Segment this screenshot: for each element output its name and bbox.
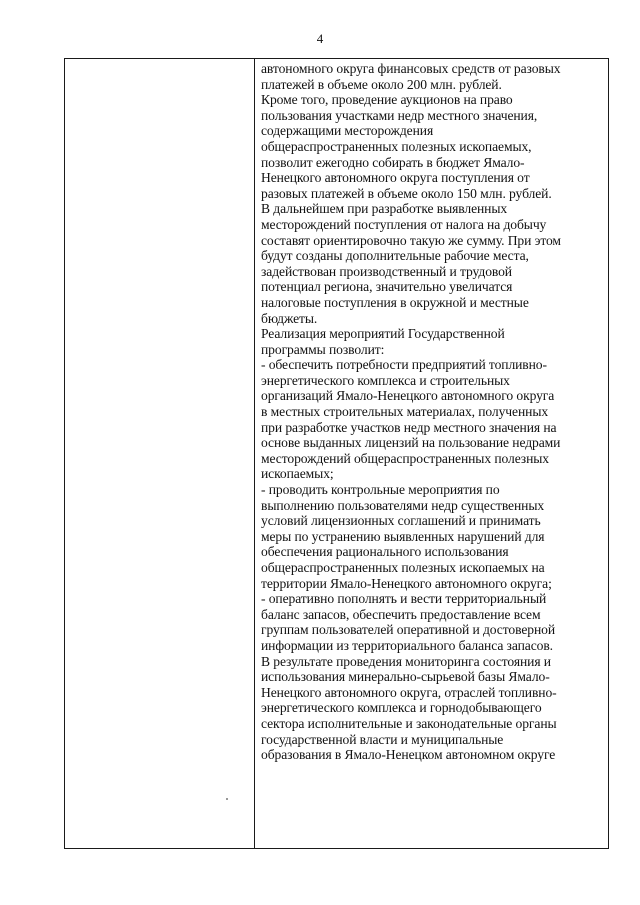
column-divider [254,58,255,849]
text-line: выполнению пользователями недр существенных [261,497,545,513]
text-line: - обеспечить потребности предприятий топливно- [261,357,547,373]
text-line: составят ориентировочно такую же сумму. При этом [261,232,561,248]
text-line: энергетического комплекса и горнодобывающего [261,700,542,716]
text-line: при разработке участков недр местного значения на [261,419,557,435]
text-line: содержащими месторождения [261,123,434,139]
text-line: обеспечения рационального использования [261,544,509,560]
text-line: условий лицензионных соглашений и принимать [261,513,541,529]
text-line: будут созданы дополнительные рабочие места, [261,248,529,264]
text-line: общераспространенных полезных ископаемых, [261,138,532,154]
text-line: Кроме того, проведение аукционов на право [261,92,513,108]
text-line: задействован производственный и трудовой [261,263,512,279]
table-cell-description [261,61,606,763]
document-table [64,58,609,849]
text-line: потенциал региона, значительно увеличатся [261,279,513,295]
text-line: в местных строительных материалах, полученных [261,404,549,420]
text-line: Ненецкого автономного округа поступления от [261,170,530,186]
text-line: - оперативно пополнять и вести территориальный [261,591,547,607]
text-line: - проводить контрольные мероприятия по [261,482,500,498]
text-line: месторождений поступления от налога на добычу [261,216,547,232]
text-line: основе выданных лицензий на пользование недрами [261,435,561,451]
text-line: ископаемых; [261,466,334,482]
text-line: Реализация мероприятий Государственной [261,326,505,342]
text-line: баланс запасов, обеспечить предоставление всем [261,606,541,622]
text-line: платежей в объеме около 200 млн. рублей. [261,76,502,92]
text-line: бюджеты. [261,310,318,326]
text-line: сектора исполнительные и законодательные органы [261,715,557,731]
text-line: образования в Ямало-Ненецком автономном округе [261,747,556,763]
text-line: программы позволит: [261,341,385,357]
text-line: использования минерально-сырьевой базы Ямало- [261,669,550,685]
text-line: информации из территориального баланса запасов. [261,637,553,653]
scan-speck [226,798,228,800]
text-line: Ненецкого автономного округа, отраслей топливно- [261,684,557,700]
text-line: энергетического комплекса и строительных [261,372,510,388]
page-number: 4 [316,31,324,46]
text-line: автономного округа финансовых средств от разовых [261,61,561,76]
text-line: В результате проведения мониторинга состояния и [261,653,551,669]
text-line: группам пользователей оперативной и достоверной [261,622,556,638]
text-line: меры по устранению выявленных нарушений для [261,528,545,544]
text-line: позволит ежегодно собирать в бюджет Ямало- [261,154,525,170]
text-line: организаций Ямало-Ненецкого автономного округа [261,388,555,404]
text-line: месторождений общераспространенных полезных [261,450,549,466]
text-line: разовых платежей в объеме около 150 млн. рублей. [261,185,552,201]
text-line: общераспространенных полезных ископаемых на [261,560,545,575]
text-line: территории Ямало-Ненецкого автономного округа; [261,575,552,591]
text-line: В дальнейшем при разработке выявленных [261,201,508,217]
text-line: налоговые поступления в окружной и местные [261,294,529,310]
text-line: государственной власти и муниципальные [261,731,504,747]
text-line: пользования участками недр местного значения, [261,107,538,123]
